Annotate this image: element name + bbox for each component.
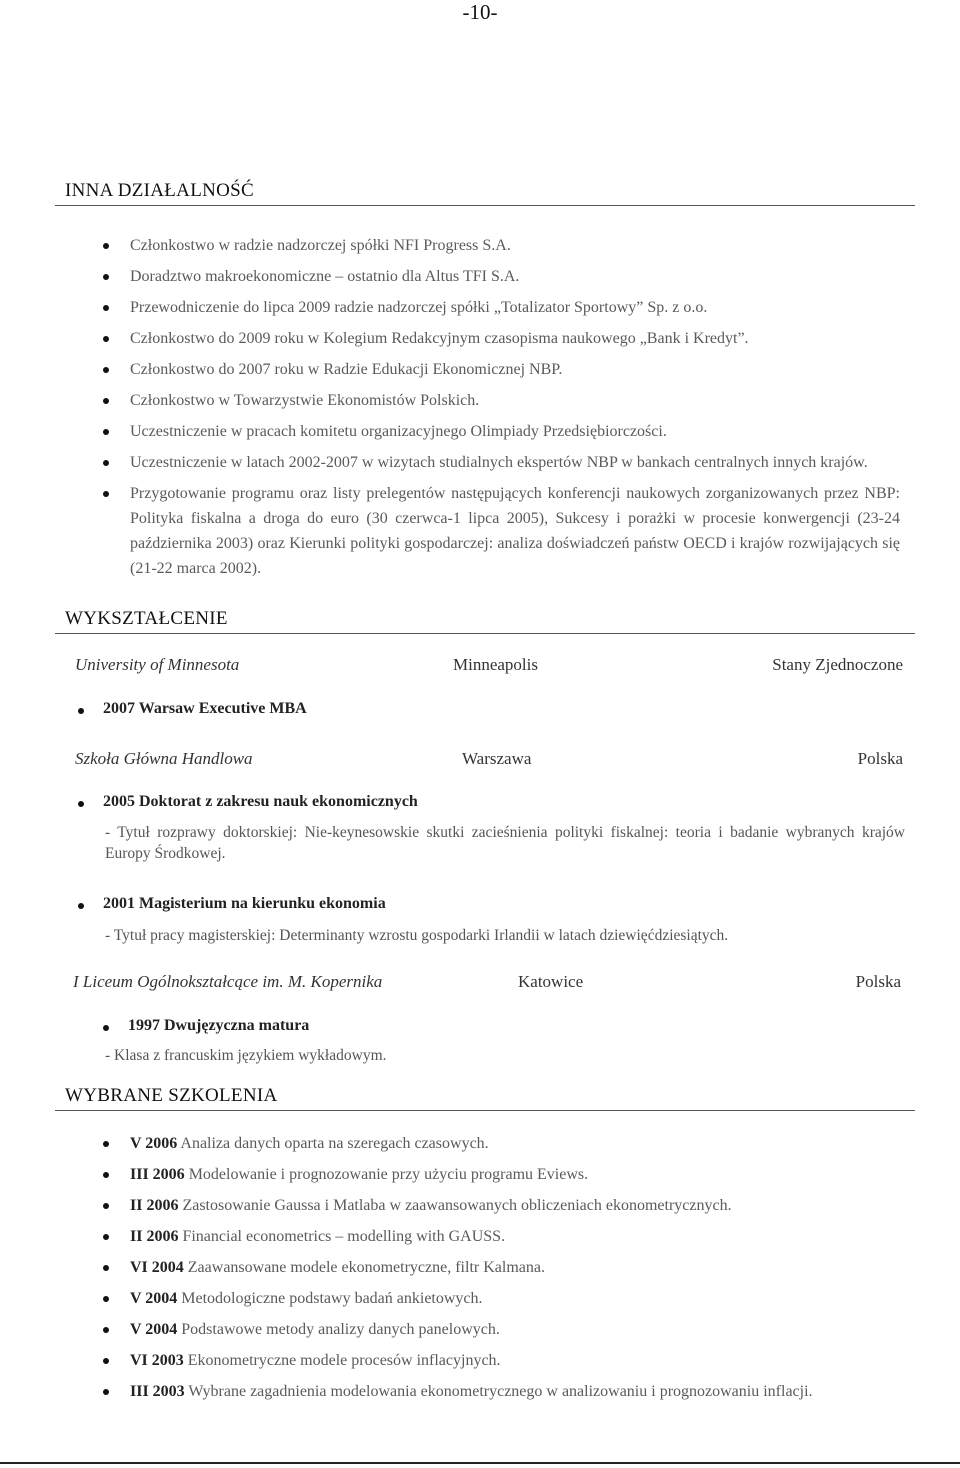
school-city: Katowice bbox=[518, 972, 584, 991]
list-item: Przygotowanie programu oraz listy prelegentów następujących konferencji naukowych zorganizowanych przez NBP: Polityka fiskalna a droga do euro (30 czerwca-1 lipca 2005), Sukcesy i porażki w procesie konwergencji (23-24 października 2003) oraz Kierunki polityki gospodarczej: analiza doświadczeń państw OECD i krajów rozwijających się (21-22 marca 2002). bbox=[55, 481, 915, 581]
training-date: V 2006 bbox=[130, 1135, 178, 1152]
list-item bbox=[55, 1317, 915, 1342]
list-item bbox=[55, 1131, 915, 1156]
school-name: University of Minnesota bbox=[75, 655, 240, 674]
list-item bbox=[55, 1224, 915, 1249]
degree-item bbox=[103, 700, 307, 718]
list-item: Członkostwo w radzie nadzorczej spółki NFI Progress S.A. bbox=[55, 233, 915, 258]
degree-item bbox=[128, 1017, 309, 1035]
degree-item bbox=[103, 895, 386, 913]
list-item bbox=[55, 1255, 915, 1280]
other-activity-list bbox=[55, 233, 915, 581]
section-education bbox=[55, 608, 915, 634]
degree-item bbox=[103, 793, 418, 811]
list-item: Doradztwo makroekonomiczne – ostatnio dla Altus TFI S.A. bbox=[55, 264, 915, 289]
bottom-rule bbox=[0, 1462, 960, 1464]
training-date: V 2004 bbox=[130, 1290, 178, 1307]
training-date: III 2006 bbox=[130, 1166, 185, 1183]
list-item: Uczestniczenie w latach 2002-2007 w wizytach studialnych ekspertów NBP w bankach centralnych innych krajów. bbox=[55, 450, 915, 475]
training-text: Zastosowanie Gaussa i Matlaba w zaawansowanych obliczeniach ekonometrycznych. bbox=[178, 1197, 732, 1214]
section-trainings bbox=[55, 1085, 915, 1404]
list-item bbox=[55, 1379, 915, 1404]
school-country: Polska bbox=[855, 972, 901, 991]
section-heading-trainings: WYBRANE SZKOLENIA bbox=[55, 1085, 915, 1111]
list-item bbox=[55, 1286, 915, 1311]
school-country: Polska bbox=[857, 749, 903, 768]
training-date: III 2003 bbox=[130, 1383, 185, 1400]
school-name: Szkoła Główna Handlowa bbox=[75, 749, 253, 768]
list-item bbox=[55, 1193, 915, 1218]
page-number: -10- bbox=[462, 0, 498, 24]
trainings-list bbox=[55, 1131, 915, 1404]
degree-title: 1997 Dwujęzyczna matura bbox=[128, 1017, 310, 1034]
training-date: V 2004 bbox=[130, 1321, 178, 1338]
training-text: Analiza danych oparta na szeregach czasowych. bbox=[177, 1135, 489, 1152]
training-text: Podstawowe metody analizy danych panelowych. bbox=[177, 1321, 500, 1338]
training-text: Financial econometrics – modelling with GAUSS. bbox=[178, 1228, 506, 1245]
degree-note: - Tytuł pracy magisterskiej: Determinanty wzrostu gospodarki Irlandii w latach dziewięćdziesiątych. bbox=[105, 927, 729, 944]
school-country: Stany Zjednoczone bbox=[772, 655, 903, 674]
training-date: VI 2004 bbox=[130, 1259, 184, 1276]
degree-note: - Tytuł rozprawy doktorskiej: Nie-keynesowskie skutki zacieśnienia polityki fiskalnej: teoria i badanie wybranych krajów Europy Środkowej. bbox=[105, 824, 905, 862]
degree-title: 2005 Doktorat z zakresu nauk ekonomicznych bbox=[103, 793, 418, 810]
list-item: Członkostwo do 2007 roku w Radzie Edukacji Ekonomicznej NBP. bbox=[55, 357, 915, 382]
school-city: Minneapolis bbox=[453, 655, 538, 674]
training-text: Zaawansowane modele ekonometryczne, filtr Kalmana. bbox=[183, 1259, 545, 1276]
degree-note: - Klasa z francuskim językiem wykładowym. bbox=[105, 1047, 387, 1064]
school-name: I Liceum Ogólnokształcące im. M. Kopernika bbox=[73, 972, 383, 991]
section-other-activity bbox=[55, 180, 915, 581]
list-item: Przewodniczenie do lipca 2009 radzie nadzorczej spółki „Totalizator Sportowy” Sp. z o.o. bbox=[55, 295, 915, 320]
section-heading-education: WYKSZTAŁCENIE bbox=[55, 608, 915, 634]
training-text: Metodologiczne podstawy badań ankietowych. bbox=[177, 1290, 483, 1307]
training-text: Wybrane zagadnienia modelowania ekonometrycznego w analizowaniu i prognozowaniu inflacji. bbox=[184, 1383, 813, 1400]
training-date: II 2006 bbox=[130, 1228, 179, 1245]
training-date: VI 2003 bbox=[130, 1352, 184, 1369]
section-heading-other-activity: INNA DZIAŁALNOŚĆ bbox=[55, 180, 915, 206]
training-date: II 2006 bbox=[130, 1197, 179, 1214]
degree-title: 2001 Magisterium na kierunku ekonomia bbox=[103, 895, 386, 912]
school-city: Warszawa bbox=[462, 749, 532, 768]
degree-title: 2007 Warsaw Executive MBA bbox=[103, 700, 307, 717]
list-item: Uczestniczenie w pracach komitetu organizacyjnego Olimpiady Przedsiębiorczości. bbox=[55, 419, 915, 444]
list-item: Członkostwo w Towarzystwie Ekonomistów Polskich. bbox=[55, 388, 915, 413]
list-item: Członkostwo do 2009 roku w Kolegium Redakcyjnym czasopisma naukowego „Bank i Kredyt”. bbox=[55, 326, 915, 351]
list-item bbox=[55, 1348, 915, 1373]
list-item bbox=[55, 1162, 915, 1187]
training-text: Modelowanie i prognozowanie przy użyciu programu Eviews. bbox=[184, 1166, 589, 1183]
training-text: Ekonometryczne modele procesów inflacyjnych. bbox=[183, 1352, 501, 1369]
